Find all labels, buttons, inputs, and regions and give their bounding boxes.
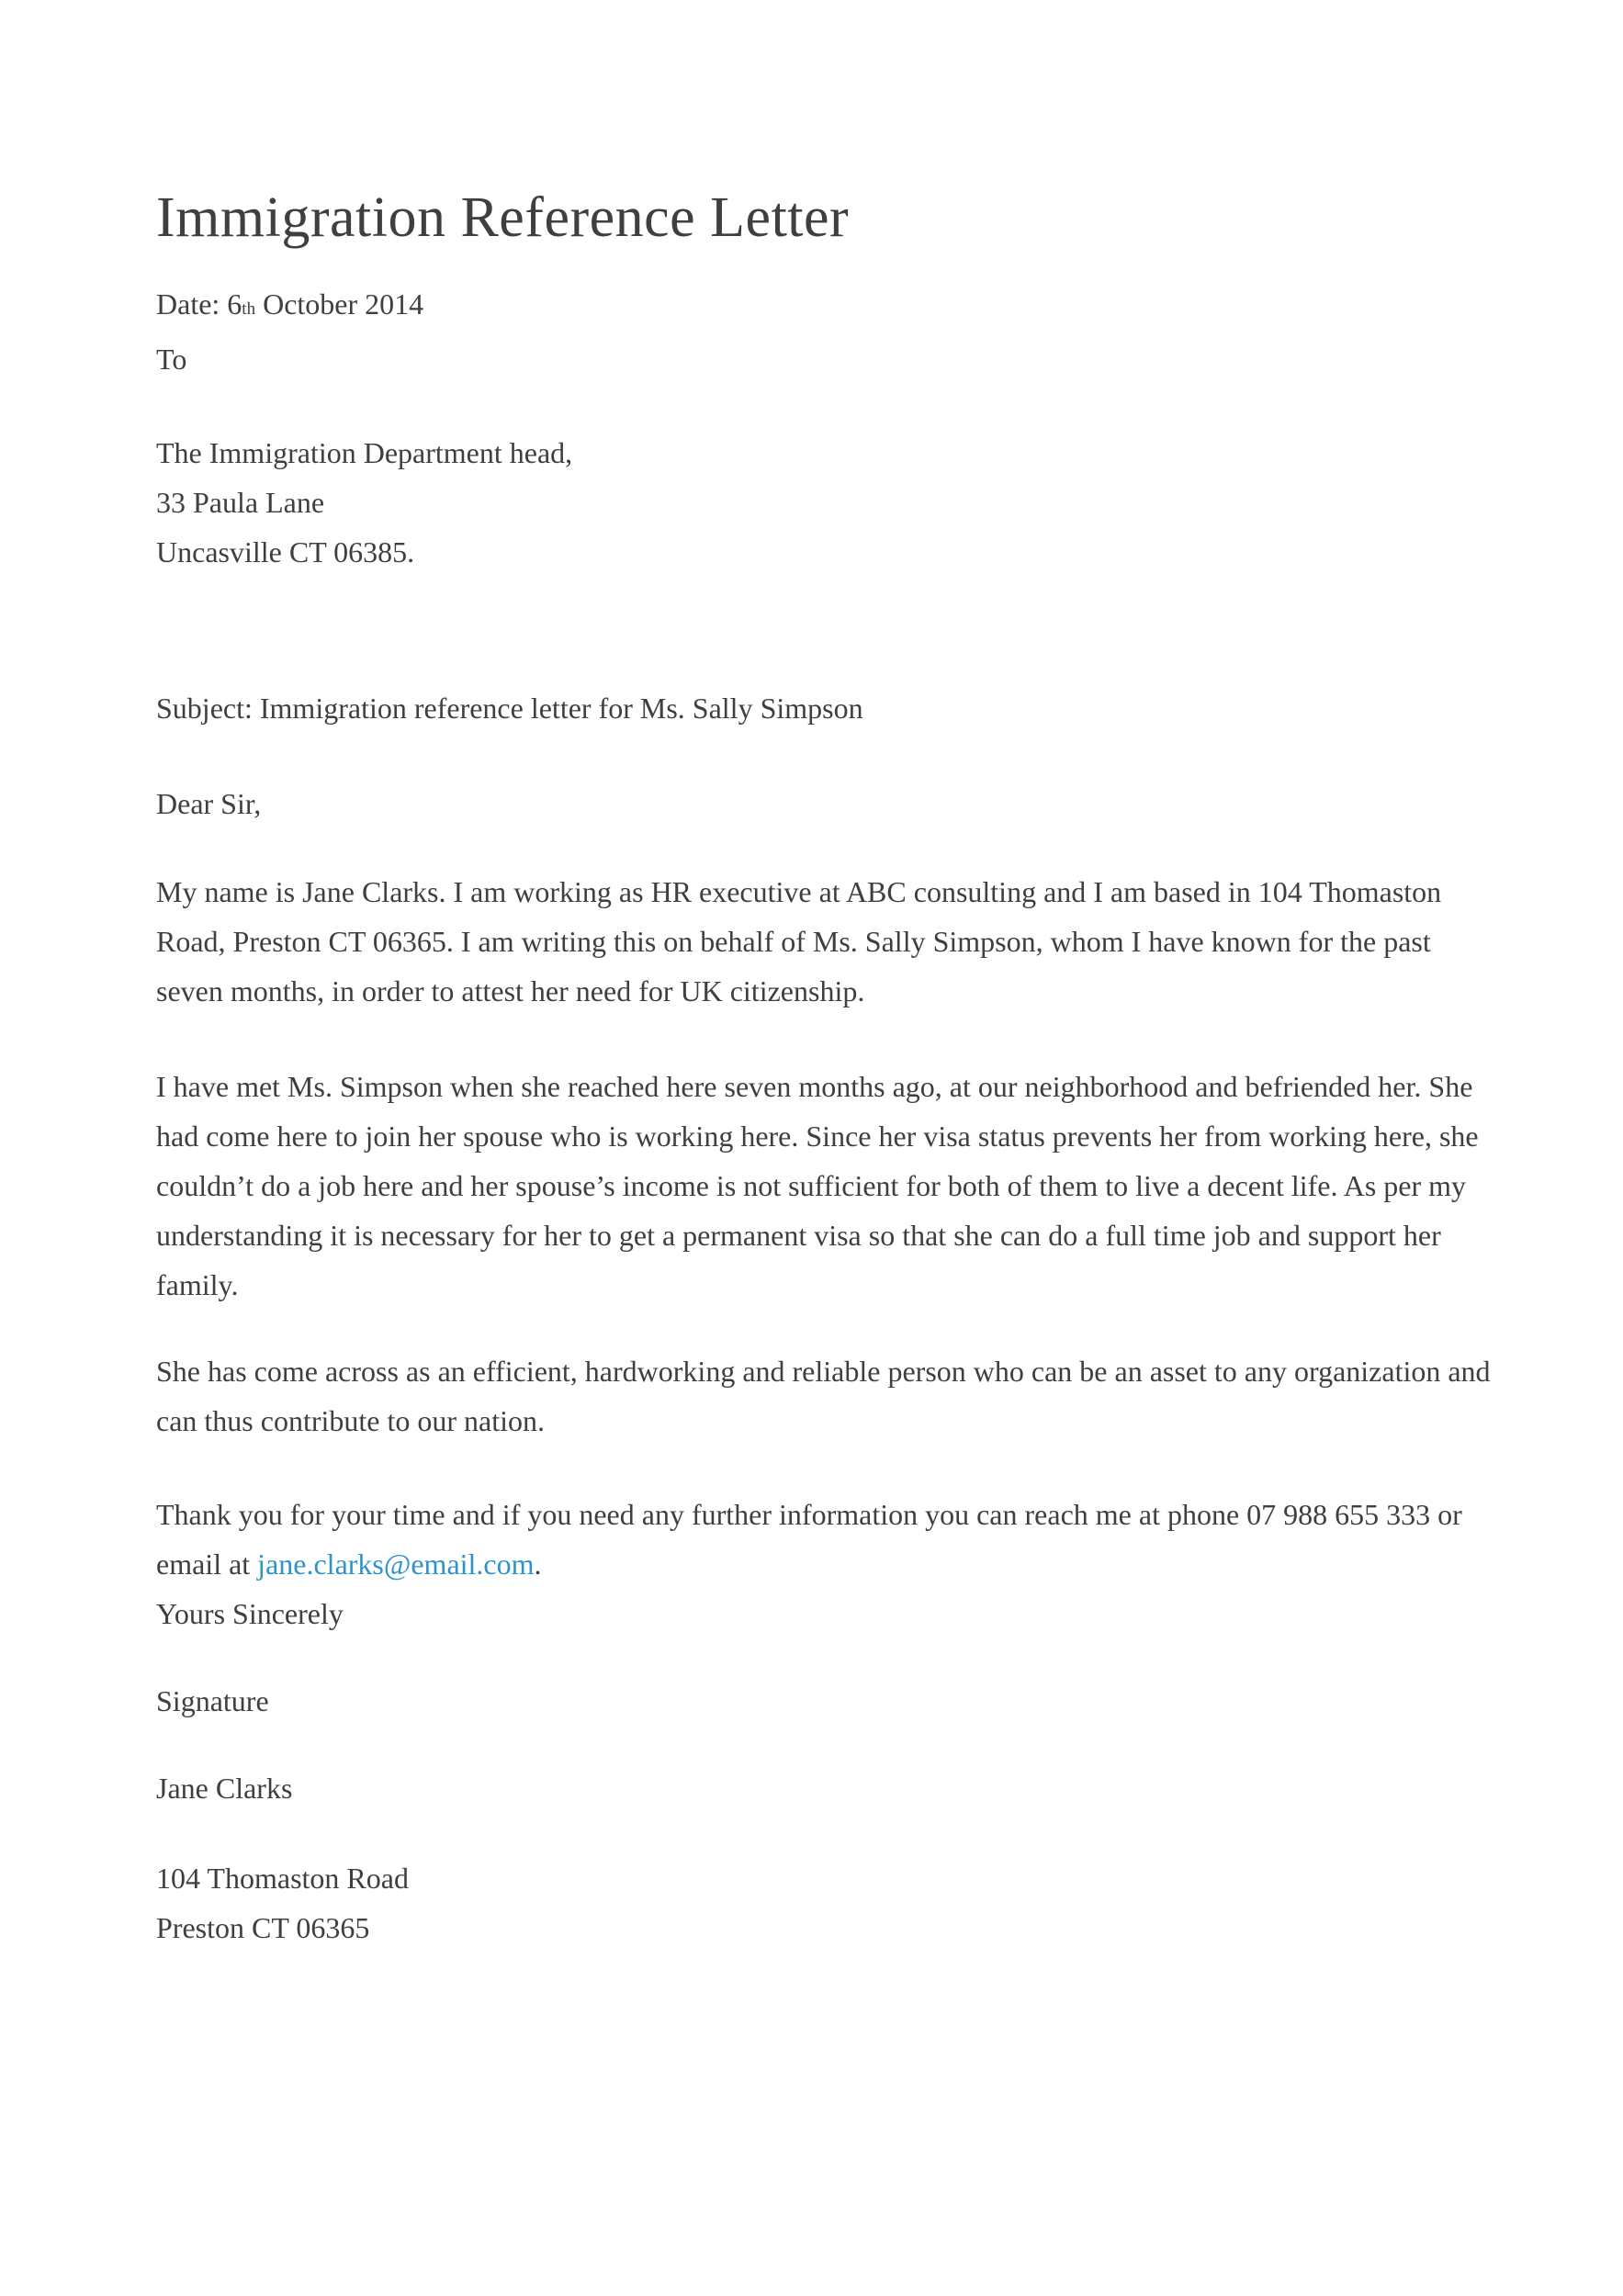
sender-name-block [156,1763,1481,1813]
subject-line [156,683,1481,733]
paragraph-line: understanding it is necessary for her to get a permanent visa so that she can do a full time job and support her [156,1219,1441,1252]
recipient-line: 33 Paula Lane [156,486,325,519]
recipient-address-block [156,428,1481,577]
email-prefix: email at [156,1548,258,1581]
date-to-block [156,279,1481,384]
subject-text: Subject: Immigration reference letter for Ms. Sally Simpson [156,692,863,725]
body-paragraph-1 [156,867,1481,1016]
body-paragraph-4 [156,1490,1481,1638]
email-suffix: . [534,1548,542,1581]
paragraph-line: She has come across as an efficient, hardworking and reliable person who can be an asset to any organization and [156,1355,1491,1388]
paragraph-line: couldn’t do a job here and her spouse’s income is not sufficient for both of them to live a decent life. As per my [156,1169,1467,1202]
signature-label: Signature [156,1684,269,1717]
to-label: To [156,343,187,376]
date-ordinal-suffix: th [242,299,256,319]
paragraph-line: Road, Preston CT 06365. I am writing this on behalf of Ms. Sally Simpson, whom I have known for the past [156,925,1431,958]
body-paragraph-2 [156,1062,1481,1310]
paragraph-line: I have met Ms. Simpson when she reached here seven months ago, at our neighborhood and befriended her. She [156,1070,1473,1103]
sender-name: Jane Clarks [156,1772,293,1805]
signature-label-block [156,1676,1481,1726]
sender-address-line: 104 Thomaston Road [156,1862,409,1895]
salutation-text: Dear Sir, [156,787,262,820]
email-link[interactable]: jane.clarks@email.com [257,1548,535,1581]
paragraph-line: Thank you for your time and if you need any further information you can reach me at phone 07 988 655 333 or [156,1498,1462,1531]
closing-text: Yours Sincerely [156,1597,344,1630]
date-line [156,279,1481,334]
page-title: Immigration Reference Letter [156,186,850,249]
sender-address-line: Preston CT 06365 [156,1911,370,1944]
body-paragraph-3 [156,1346,1491,1446]
paragraph-line: family. [156,1268,239,1301]
recipient-line: The Immigration Department head, [156,436,573,469]
salutation [156,779,1481,828]
date-rest: October 2014 [255,287,424,321]
paragraph-line: seven months, in order to attest her need for UK citizenship. [156,974,865,1007]
recipient-line: Uncasville CT 06385. [156,535,415,568]
paragraph-line: can thus contribute to our nation. [156,1404,546,1437]
contact-line [156,1539,1481,1589]
paragraph-line: My name is Jane Clarks. I am working as HR executive at ABC consulting and I am based in 104 Thomaston [156,875,1442,908]
paragraph-line: had come here to join her spouse who is working here. Since her visa status prevents her from working here, she [156,1120,1479,1153]
sender-address-block [156,1853,1481,1953]
date-prefix: Date: 6 [156,287,242,321]
